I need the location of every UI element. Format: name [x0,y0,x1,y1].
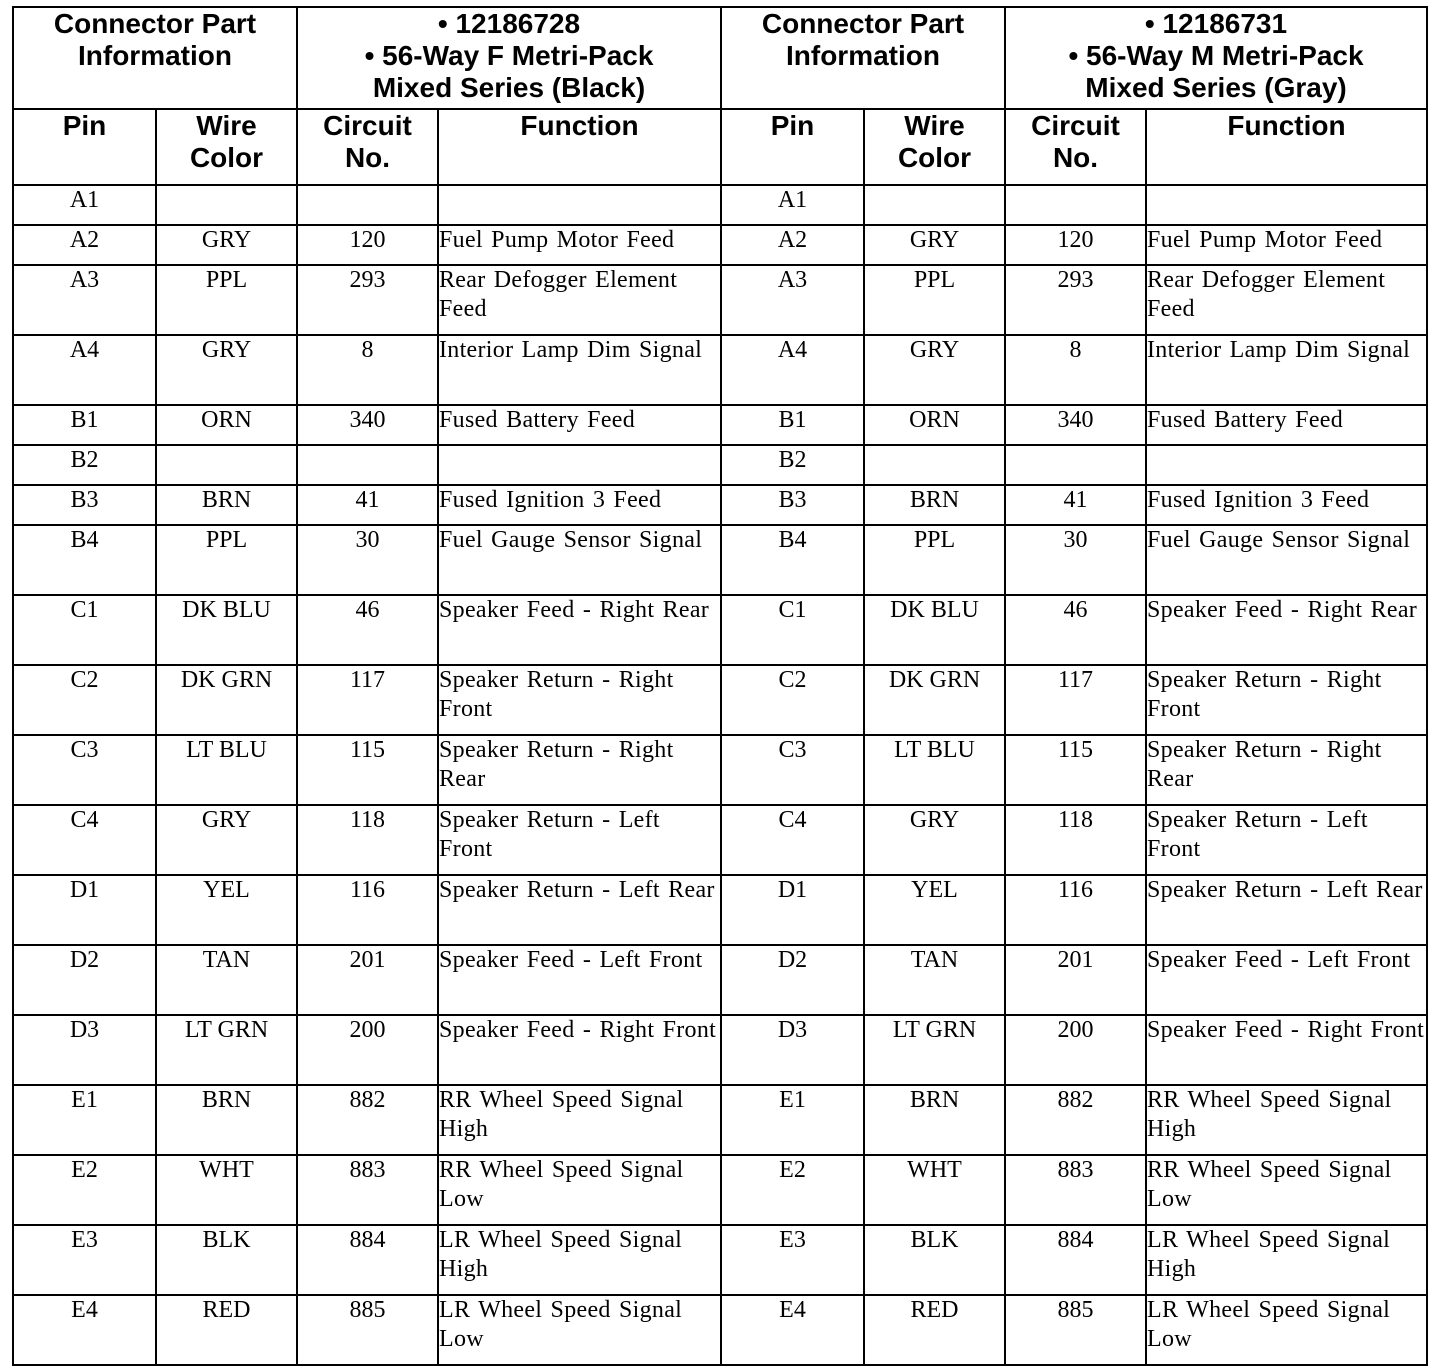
circuit-cell: 120 [1005,225,1146,265]
pin-cell: C2 [13,665,156,735]
wire-color-cell: YEL [864,875,1005,945]
function-cell: LR Wheel Speed Signal Low [1146,1295,1427,1365]
table-row [721,665,1427,735]
table-row [721,335,1427,405]
table-row [721,805,1427,875]
column-header-row [721,109,1427,185]
pin-cell: B1 [721,405,864,445]
circuit-cell: 201 [297,945,438,1015]
function-cell: LR Wheel Speed Signal Low [438,1295,721,1365]
table-row [13,525,721,595]
table-row [13,875,721,945]
pin-cell: B2 [13,445,156,485]
header-function: Function [438,109,721,185]
header-circuit-no: Circuit No. [1005,109,1146,185]
wire-color-cell: PPL [156,265,297,335]
wire-color-cell: PPL [864,265,1005,335]
function-cell: RR Wheel Speed Signal High [1146,1085,1427,1155]
table-row [721,445,1427,485]
pin-cell: A4 [13,335,156,405]
circuit-cell: 116 [1005,875,1146,945]
function-cell: Speaker Return - Left Rear [1146,875,1427,945]
circuit-cell: 116 [297,875,438,945]
wire-color-cell: BLK [156,1225,297,1295]
table-row [13,595,721,665]
pin-cell: E2 [721,1155,864,1225]
function-cell: Speaker Return - Left Rear [438,875,721,945]
function-cell [1146,185,1427,225]
connector-table-black [12,6,722,1366]
table-row [13,1295,721,1365]
pin-cell: C4 [721,805,864,875]
header-function: Function [1146,109,1427,185]
table-row [721,185,1427,225]
pin-cell: D1 [721,875,864,945]
table-row [721,945,1427,1015]
pin-cell: E4 [13,1295,156,1365]
circuit-cell: 120 [297,225,438,265]
pin-cell: A1 [721,185,864,225]
table-row [721,405,1427,445]
function-cell: Speaker Return - Right Rear [438,735,721,805]
circuit-cell: 200 [297,1015,438,1085]
function-cell: Speaker Return - Right Front [438,665,721,735]
circuit-cell: 118 [297,805,438,875]
pin-cell: D2 [721,945,864,1015]
function-cell: Speaker Return - Right Front [1146,665,1427,735]
header-pin: Pin [13,109,156,185]
table-row [13,665,721,735]
part-description-line2: Mixed Series (Gray) [1085,72,1347,103]
pin-cell: D3 [721,1015,864,1085]
function-cell: RR Wheel Speed Signal Low [438,1155,721,1225]
pin-cell: B4 [13,525,156,595]
circuit-cell: 46 [1005,595,1146,665]
table-row [13,265,721,335]
circuit-cell: 8 [297,335,438,405]
table-row [721,1015,1427,1085]
header-wire-color: Wire Color [156,109,297,185]
table-row [721,265,1427,335]
wire-color-cell: DK BLU [156,595,297,665]
wire-color-cell: YEL [156,875,297,945]
function-cell: Speaker Feed - Right Front [1146,1015,1427,1085]
pin-cell: C1 [13,595,156,665]
wire-color-cell: LT BLU [156,735,297,805]
wire-color-cell [156,185,297,225]
wire-color-cell: TAN [156,945,297,1015]
circuit-cell: 885 [1005,1295,1146,1365]
connector-info-row [13,7,721,109]
function-cell: Interior Lamp Dim Signal [438,335,721,405]
table-row [13,185,721,225]
circuit-cell: 884 [297,1225,438,1295]
function-cell: Fuel Gauge Sensor Signal [438,525,721,595]
pin-cell: C2 [721,665,864,735]
function-cell: Fused Battery Feed [438,405,721,445]
function-cell: Interior Lamp Dim Signal [1146,335,1427,405]
pin-cell: E3 [721,1225,864,1295]
header-pin: Pin [721,109,864,185]
wire-color-cell: DK GRN [156,665,297,735]
pin-cell: B1 [13,405,156,445]
part-description-line1: • 56-Way M Metri-Pack [1068,40,1364,71]
pin-cell: B3 [13,485,156,525]
wire-color-cell: DK BLU [864,595,1005,665]
function-cell: Fused Ignition 3 Feed [438,485,721,525]
circuit-cell: 8 [1005,335,1146,405]
pin-cell: B2 [721,445,864,485]
function-cell: RR Wheel Speed Signal High [438,1085,721,1155]
pin-cell: A3 [13,265,156,335]
pin-cell: A3 [721,265,864,335]
table-row [721,1155,1427,1225]
pin-cell: C1 [721,595,864,665]
function-cell [438,185,721,225]
circuit-cell: 117 [297,665,438,735]
wire-color-cell [156,445,297,485]
circuit-cell: 117 [1005,665,1146,735]
circuit-cell: 30 [1005,525,1146,595]
circuit-cell: 882 [297,1085,438,1155]
pin-cell: E1 [721,1085,864,1155]
table-row [721,1085,1427,1155]
pin-cell: E3 [13,1225,156,1295]
wire-color-cell: GRY [864,805,1005,875]
circuit-cell [1005,445,1146,485]
wire-color-cell: GRY [864,225,1005,265]
wire-color-cell: LT GRN [864,1015,1005,1085]
part-description-line1: • 56-Way F Metri-Pack [364,40,654,71]
wire-color-cell: GRY [156,805,297,875]
pin-cell: E1 [13,1085,156,1155]
function-cell: Fused Ignition 3 Feed [1146,485,1427,525]
circuit-cell: 118 [1005,805,1146,875]
table-row [13,1085,721,1155]
wire-color-cell: DK GRN [864,665,1005,735]
function-cell: Speaker Feed - Left Front [1146,945,1427,1015]
table-row [13,335,721,405]
function-cell: Rear Defogger Element Feed [1146,265,1427,335]
function-cell: LR Wheel Speed Signal High [1146,1225,1427,1295]
pin-cell: E4 [721,1295,864,1365]
connector-info-label: Connector Part Information [13,7,297,109]
pin-cell: C4 [13,805,156,875]
wire-color-cell: WHT [156,1155,297,1225]
wire-color-cell [864,445,1005,485]
wire-color-cell: PPL [156,525,297,595]
circuit-cell [297,185,438,225]
function-cell: Speaker Feed - Right Rear [1146,595,1427,665]
circuit-cell: 340 [297,405,438,445]
circuit-cell: 293 [297,265,438,335]
function-cell: Fuel Pump Motor Feed [1146,225,1427,265]
wire-color-cell: GRY [156,335,297,405]
table-row [721,225,1427,265]
circuit-cell: 201 [1005,945,1146,1015]
table-row [13,225,721,265]
connector-table-gray [720,6,1428,1366]
part-number: • 12186728 [437,8,581,39]
wire-color-cell: WHT [864,1155,1005,1225]
wire-color-cell: LT BLU [864,735,1005,805]
part-description-line2: Mixed Series (Black) [372,72,646,103]
circuit-cell: 115 [1005,735,1146,805]
wire-color-cell: BRN [864,1085,1005,1155]
function-cell: Speaker Return - Left Front [1146,805,1427,875]
pin-cell: D2 [13,945,156,1015]
circuit-cell: 115 [297,735,438,805]
wire-color-cell: LT GRN [156,1015,297,1085]
connector-part-info [297,7,721,109]
function-cell: Rear Defogger Element Feed [438,265,721,335]
wire-color-cell: BRN [156,485,297,525]
pin-cell: C3 [721,735,864,805]
table-row [13,485,721,525]
pin-cell: A4 [721,335,864,405]
function-cell: Speaker Return - Left Front [438,805,721,875]
table-row [721,735,1427,805]
table-row [13,445,721,485]
circuit-cell [1005,185,1146,225]
wire-color-cell: BRN [156,1085,297,1155]
wire-color-cell: BRN [864,485,1005,525]
function-cell [438,445,721,485]
function-cell: Fused Battery Feed [1146,405,1427,445]
wire-color-cell [864,185,1005,225]
circuit-cell: 200 [1005,1015,1146,1085]
wire-color-cell: ORN [156,405,297,445]
table-row [721,1225,1427,1295]
function-cell: Speaker Return - Right Rear [1146,735,1427,805]
circuit-cell: 882 [1005,1085,1146,1155]
function-cell [1146,445,1427,485]
table-row [721,595,1427,665]
table-row [721,1295,1427,1365]
wire-color-cell: GRY [864,335,1005,405]
wire-color-cell: RED [864,1295,1005,1365]
pin-cell: B4 [721,525,864,595]
wire-color-cell: PPL [864,525,1005,595]
part-number: • 12186731 [1144,8,1288,39]
table-row [721,875,1427,945]
wire-color-cell: RED [156,1295,297,1365]
connector-part-info [1005,7,1427,109]
circuit-cell: 30 [297,525,438,595]
table-row [13,1015,721,1085]
connector-info-row [721,7,1427,109]
function-cell: Speaker Feed - Left Front [438,945,721,1015]
pin-cell: E2 [13,1155,156,1225]
pin-cell: A1 [13,185,156,225]
header-circuit-no: Circuit No. [297,109,438,185]
table-row [721,525,1427,595]
circuit-cell: 41 [297,485,438,525]
table-row [13,405,721,445]
function-cell: Fuel Gauge Sensor Signal [1146,525,1427,595]
circuit-cell [297,445,438,485]
table-row [13,1155,721,1225]
circuit-cell: 885 [297,1295,438,1365]
connector-pinout-sheet [12,6,1428,1366]
circuit-cell: 883 [297,1155,438,1225]
wire-color-cell: GRY [156,225,297,265]
table-row [721,485,1427,525]
table-row [13,1225,721,1295]
pin-cell: D1 [13,875,156,945]
pin-cell: D3 [13,1015,156,1085]
circuit-cell: 41 [1005,485,1146,525]
wire-color-cell: TAN [864,945,1005,1015]
function-cell: Fuel Pump Motor Feed [438,225,721,265]
circuit-cell: 293 [1005,265,1146,335]
table-row [13,735,721,805]
table-row [13,945,721,1015]
connector-info-label: Connector Part Information [721,7,1005,109]
function-cell: Speaker Feed - Right Front [438,1015,721,1085]
table-row [13,805,721,875]
function-cell: LR Wheel Speed Signal High [438,1225,721,1295]
circuit-cell: 883 [1005,1155,1146,1225]
circuit-cell: 340 [1005,405,1146,445]
circuit-cell: 884 [1005,1225,1146,1295]
pin-cell: C3 [13,735,156,805]
pin-cell: A2 [721,225,864,265]
pin-cell: A2 [13,225,156,265]
wire-color-cell: BLK [864,1225,1005,1295]
circuit-cell: 46 [297,595,438,665]
function-cell: RR Wheel Speed Signal Low [1146,1155,1427,1225]
wire-color-cell: ORN [864,405,1005,445]
column-header-row [13,109,721,185]
pin-cell: B3 [721,485,864,525]
function-cell: Speaker Feed - Right Rear [438,595,721,665]
header-wire-color: Wire Color [864,109,1005,185]
